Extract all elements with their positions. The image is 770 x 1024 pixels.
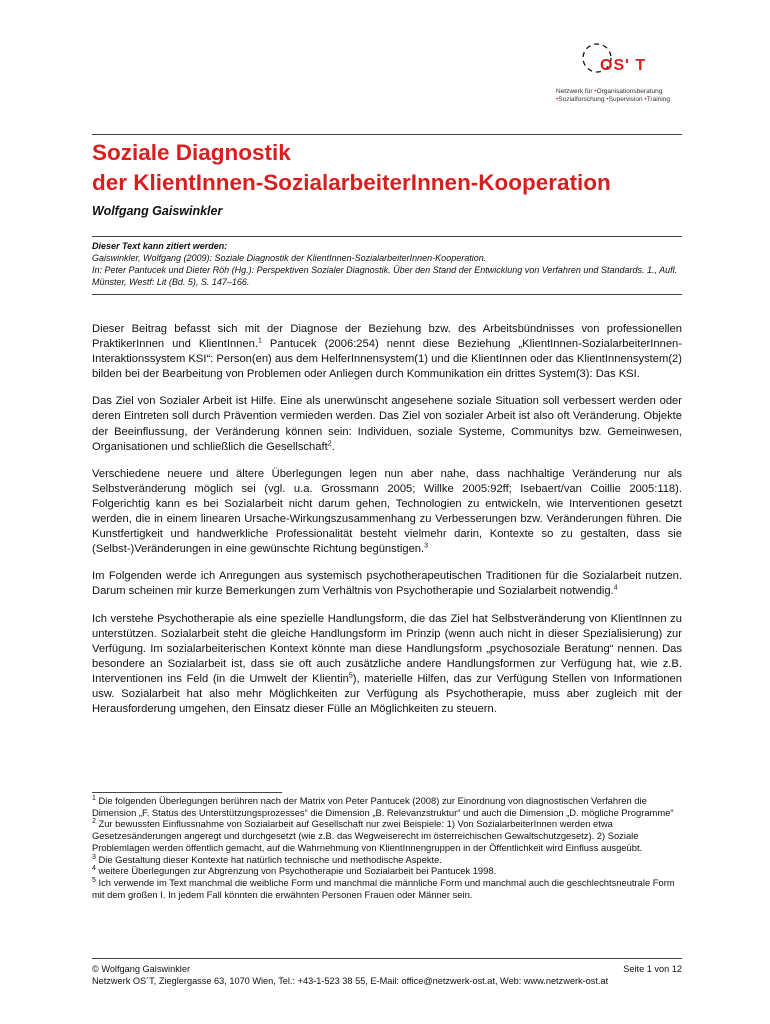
citation-line-1: Gaiswinkler, Wolfgang (2009): Soziale Diagnostik der KlientInnen-SozialarbeiterInnen-Kooperation. xyxy=(92,253,487,263)
citation-divider-bottom xyxy=(92,294,682,295)
logo xyxy=(556,40,682,102)
page-title-line-1: Soziale Diagnostik xyxy=(92,140,291,165)
footer-copyright: © Wolfgang Gaiswinkler xyxy=(92,964,191,974)
footnote: $^1$ Die folgenden Überlegungen berühren nach der Matrix von Peter Pantucek (2008) zur Einordnung von diagnostischen Verfahren die Dimension „F. Status des Unterstützungsprozesses“ die Dimension „B. Relevanzstruktur“ und auch die Dimension „D. mögliche Programme“ xyxy=(92,794,674,818)
paragraph-4: Im Folgenden werde ich Anregungen aus systemisch psychotherapeutischen Traditionen für die Sozialarbeit nutzen. Darum scheinen mir kurze Bemerkungen zum Verhältnis von Psychotherapie und Sozialarbeit notwendig.$^4$ xyxy=(92,570,682,598)
footer-page-number: Seite 1 von 12 xyxy=(623,964,682,974)
body-text xyxy=(92,322,682,729)
paragraph-3: Verschiedene neuere und ältere Überlegungen legen nun aber nahe, dass nachhaltige Veränderung nur als Selbstveränderung möglich sei (vgl. u.a. Grossmann 2005; Willke 2005:92ff; Isebaert/van Coillie 2005:118). Folgerichtig kann es bei Sozialarbeit nicht darum gehen, Technologien zu entwickeln, wie Interventionen gesetzt werden, die in einem linearen Ursache-Wirkungszusammenhang zu Verbesserungen bzw. Veränderungen führen. Die Kunstfertigkeit und handwerkliche Professionalität besteht vielmehr darin, Kontexte so zu gestalten, dass sie (Selbst-)Veränderungen in eine gewünschte Richtung begünstigen.$^3$ xyxy=(92,467,682,556)
citation-line-2: In: Peter Pantucek und Dieter Röh (Hg.): Perspektiven Sozialer Diagnostik. Über den Stand der Entwicklung von Verfahren und Standards. 1., Aufl. Münster, Westf: Lit (Bd. 5), S. 147–166. xyxy=(92,265,678,287)
logo-tagline-1: Netzwerk für •Organisationsberatung xyxy=(556,88,663,95)
footer-address: Netzwerk OS´T, Zieglergasse 63, 1070 Wien, Tel.: +43-1-523 38 55, E-Mail: office@netzwerk-ost.at, Web: www.netzwerk-ost.at xyxy=(92,976,609,986)
author-name: Wolfgang Gaiswinkler xyxy=(92,204,223,218)
header-divider xyxy=(92,134,682,135)
logo-wordmark: OS' T xyxy=(600,57,647,74)
footer-divider xyxy=(92,958,682,959)
footnote-ref-4[interactable]: 4 xyxy=(613,584,618,592)
footnote-ref-5[interactable]: 5 xyxy=(348,672,353,680)
footnote-ref-1[interactable]: 1 xyxy=(257,337,262,345)
logo-tagline-2: •Sozialforschung •Supervision •Training xyxy=(556,96,670,103)
paragraph-1: Dieser Beitrag befasst sich mit der Diagnose der Beziehung bzw. des Arbeitsbündnisses von professionellen PraktikerInnen und KlientInnen.$^1$ Pantucek (2006:254) nennt diese Beziehung „KlientInnen-SozialarbeiterInnen-Interaktionssystem KSI“: Person(en) aus dem HelferInnensystem(1) und die KlientInnen oder das KlientInnensystem(2) bilden bei der Bearbeitung von Problemen oder Anliegen durch Kommunikation ein drittes System(3): Das KSI. xyxy=(92,323,682,381)
footnote-divider xyxy=(92,792,282,793)
footnote: $^3$ Die Gestaltung dieser Kontexte hat natürlich technische und methodische Aspekte. xyxy=(92,853,442,865)
citation-divider-top xyxy=(92,236,682,237)
footnote-ref-3[interactable]: 3 xyxy=(424,542,429,550)
footnotes xyxy=(92,795,682,900)
page-footer xyxy=(92,963,682,987)
footnote-ref-2[interactable]: 2 xyxy=(327,439,332,447)
paragraph-5: Ich verstehe Psychotherapie als eine spezielle Handlungsform, die das Ziel hat Selbstveränderung von KlientInnen zu unterstützen. Sozialarbeit steht die gleiche Handlungsform im Prinzip (wenn auch nicht in dieser Spezialisierung) zur Verfügung. Im sozialarbeiterischen Kontext könnte man diese Handlungsform „psychosoziale Beratung“ nennen. Das besondere an Sozialarbeit ist, dass sie oft auch zusätzliche andere Handlungsformen zur Verfügung hat, wie z.B. Interventionen ins Feld (in die Umwelt der Klientin$^5$), materielle Hilfen, das zur Verfügung Stellen von Informationen usw. Sozialarbeit hat also mehr Möglichkeiten zur Verfügung als Psychotherapie, muss aber zugleich mit der Herausforderung umgehen, den Einsatz dieser Fülle an Möglichkeiten zu steuern. xyxy=(92,612,682,716)
citation-heading: Dieser Text kann zitiert werden: xyxy=(92,241,228,251)
footnote: $^4$ weitere Überlegungen zur Abgrenzung von Psychotherapie und Sozialarbeit bei Pantucek 1998. xyxy=(92,865,497,877)
footnote: $^5$ Ich verwende im Text manchmal die weibliche Form und manchmal die männliche Form und manchmal auch die geschlechtsneutrale Form mit dem großen I. In jedem Fall könnten die erwähnten Personen Frauen oder Männer sein. xyxy=(92,876,675,900)
citation-block xyxy=(92,240,682,288)
footnote: $^2$ Zur bewussten Einflussnahme von Sozialarbeit auf Gesellschaft nur zwei Beispiele: 1) Von SozialarbeiterInnen werden etwa Gesetzesänderungen angeregt und durchgesetzt (wie z.B. das Wegweiserecht im österreichischen Gewaltschutzgesetz). 2) Soziale Problemlagen werden öffentlich gemacht, auf die Wahrnehmung von KlientInnengruppen in der Öffentlichkeit wird Einfluss ausgeübt. xyxy=(92,818,643,853)
page-title-line-2: der KlientInnen-SozialarbeiterInnen-Kooperation xyxy=(92,170,611,195)
paragraph-2: Das Ziel von Sozialer Arbeit ist Hilfe. Eine als unerwünscht angesehene soziale Situation soll verbessert werden oder deren Eintreten soll durch Prävention vermieden werden. Das Ziel von sozialer Arbeit ist also oft Veränderung. Objekte der Beeinflussung, der Veränderung können sein: Individuen, soziale Systeme, Communitys bzw. Gemeinwesen, Organisationen und schließlich die Gesellschaft$^2$. xyxy=(92,395,682,453)
